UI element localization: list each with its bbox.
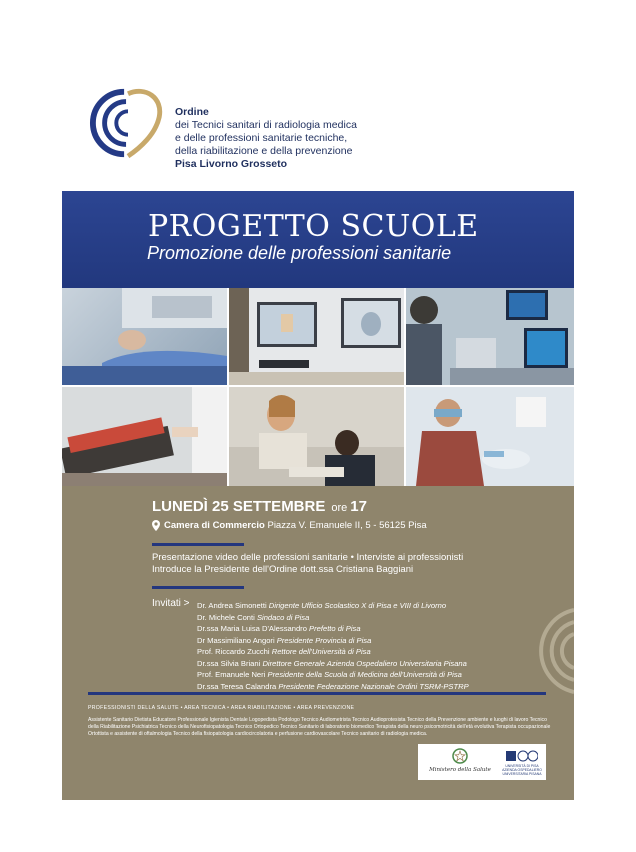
guest-row: Prof. Emanuele Neri Presidente della Scuola di Medicina dell'Università di Pisa [197,670,462,679]
photo-radiology-image [62,288,227,385]
project-title: PROGETTO SCUOLE [148,209,479,244]
ministry-name: Ministero della Salute [429,767,491,773]
location-pin-icon [152,520,160,531]
invited-list [197,600,469,692]
divider-rule-bottom [88,692,546,695]
guest-row: Prof. Riccardo Zucchi Rettore dell'Università di Pisa [197,647,371,656]
description-line-2: Introduce la Presidente dell'Ordine dott.ssa Cristiana Baggiani [152,564,414,575]
poster [62,0,574,800]
title-banner [62,191,574,288]
project-subtitle: Promozione delle professioni sanitarie [147,243,452,263]
photo-radiology [62,288,227,385]
order-logo-icon [89,84,167,162]
photo-icu [406,288,574,385]
university-name: UNIVERSITÀ DI PISA AZIENDA OSPEDALIERO UNIVERSITARIA PISANA [502,764,542,776]
event-time-prefix: ore [331,502,348,514]
guest-row: Dr Massimiliano Angori Presidente Provincia di Pisa [197,635,372,645]
guest-row: Dr.ssa Maria Luisa D'Alessandro Prefetto di Pisa [197,624,361,633]
event-location [152,520,427,531]
guest-row: Dr.ssa Silvia Briani Direttore Generale Azienda Ospedaliero Universitaria Pisana [197,658,467,668]
description-line-1: Presentazione video delle professioni sanitarie • Interviste ai professionisti [152,552,464,563]
guest-row: Dr. Andrea Simonetti Dirigente Ufficio Scolastico X di Pisa e VIII di Livorno [197,601,447,610]
ministry-logo [424,748,496,776]
header [62,0,574,191]
university-logo [502,750,542,776]
university-seal-icon [506,750,538,762]
photo-therapy [229,387,404,486]
photo-lab-image [62,387,227,486]
photo-cad-image [229,288,404,385]
org-line-2: e delle professioni sanitarie tecniche, [175,132,348,144]
event-address: Piazza V. Emanuele II, 5 - 56125 Pisa [267,520,427,531]
event-info-panel [62,486,574,800]
photo-dental-image [406,387,574,486]
invited-label: Invitati > [152,598,190,609]
divider-rule-middle [152,586,244,589]
photo-cad [229,288,404,385]
professions-heading: PROFESSIONISTI DELLA SALUTE • AREA TECNICA • AREA RIABILITAZIONE • AREA PREVENZIONE [88,705,355,711]
event-date: LUNEDÌ 25 SETTEMBRE [152,498,326,515]
org-line-3: della riabilitazione e della prevenzione [175,145,353,157]
event-venue: Camera di Commercio [164,520,265,531]
divider-rule-top [152,543,244,546]
event-time: 17 [350,498,367,515]
photo-lab [62,387,227,486]
decorative-arcs-icon [532,606,574,696]
professions-list: Assistente Sanitario Dietista Educatore Professionale Igienista Dentale Logopedista Podologo Tecnico Audiometrista Tecnico Audioprotesista Tecnico della Prevenzione ambiente e luoghi di lavoro Tecnico della Riabilitazione Psichiatrica Tecnico della Neurofisiopatologia Tecnico Ortopedico Tecnico Sanitario di laboratorio biomedico Terapista della neuro psicomotricità dell'età evolutiva Terapista occupazionale Ortottista e assistente di oftalmologia Tecnico della fisiopatologia cardiocircolatoria e perfusione cardiovascolare Tecnico sanitario di radiologia medica. [88,717,551,737]
guest-row: Dr.ssa Teresa Calandra Presidente Federazione Nazionale Ordini TSRM-PSTRP [197,681,469,691]
org-line-1: dei Tecnici sanitari di radiologia medica [175,119,357,131]
org-region: Pisa Livorno Grosseto [175,158,288,170]
event-date-line [152,498,367,515]
photo-therapy-image [229,387,404,486]
photo-collage [62,288,574,486]
org-name: Ordine [175,106,209,118]
guest-row: Dr. Michele Conti Sindaco di Pisa [197,612,310,622]
photo-dental [406,387,574,486]
event-description [152,552,463,576]
organization-name [175,106,357,171]
italian-emblem-icon [452,748,468,764]
sponsor-logos [418,744,546,780]
photo-icu-image [406,288,574,385]
